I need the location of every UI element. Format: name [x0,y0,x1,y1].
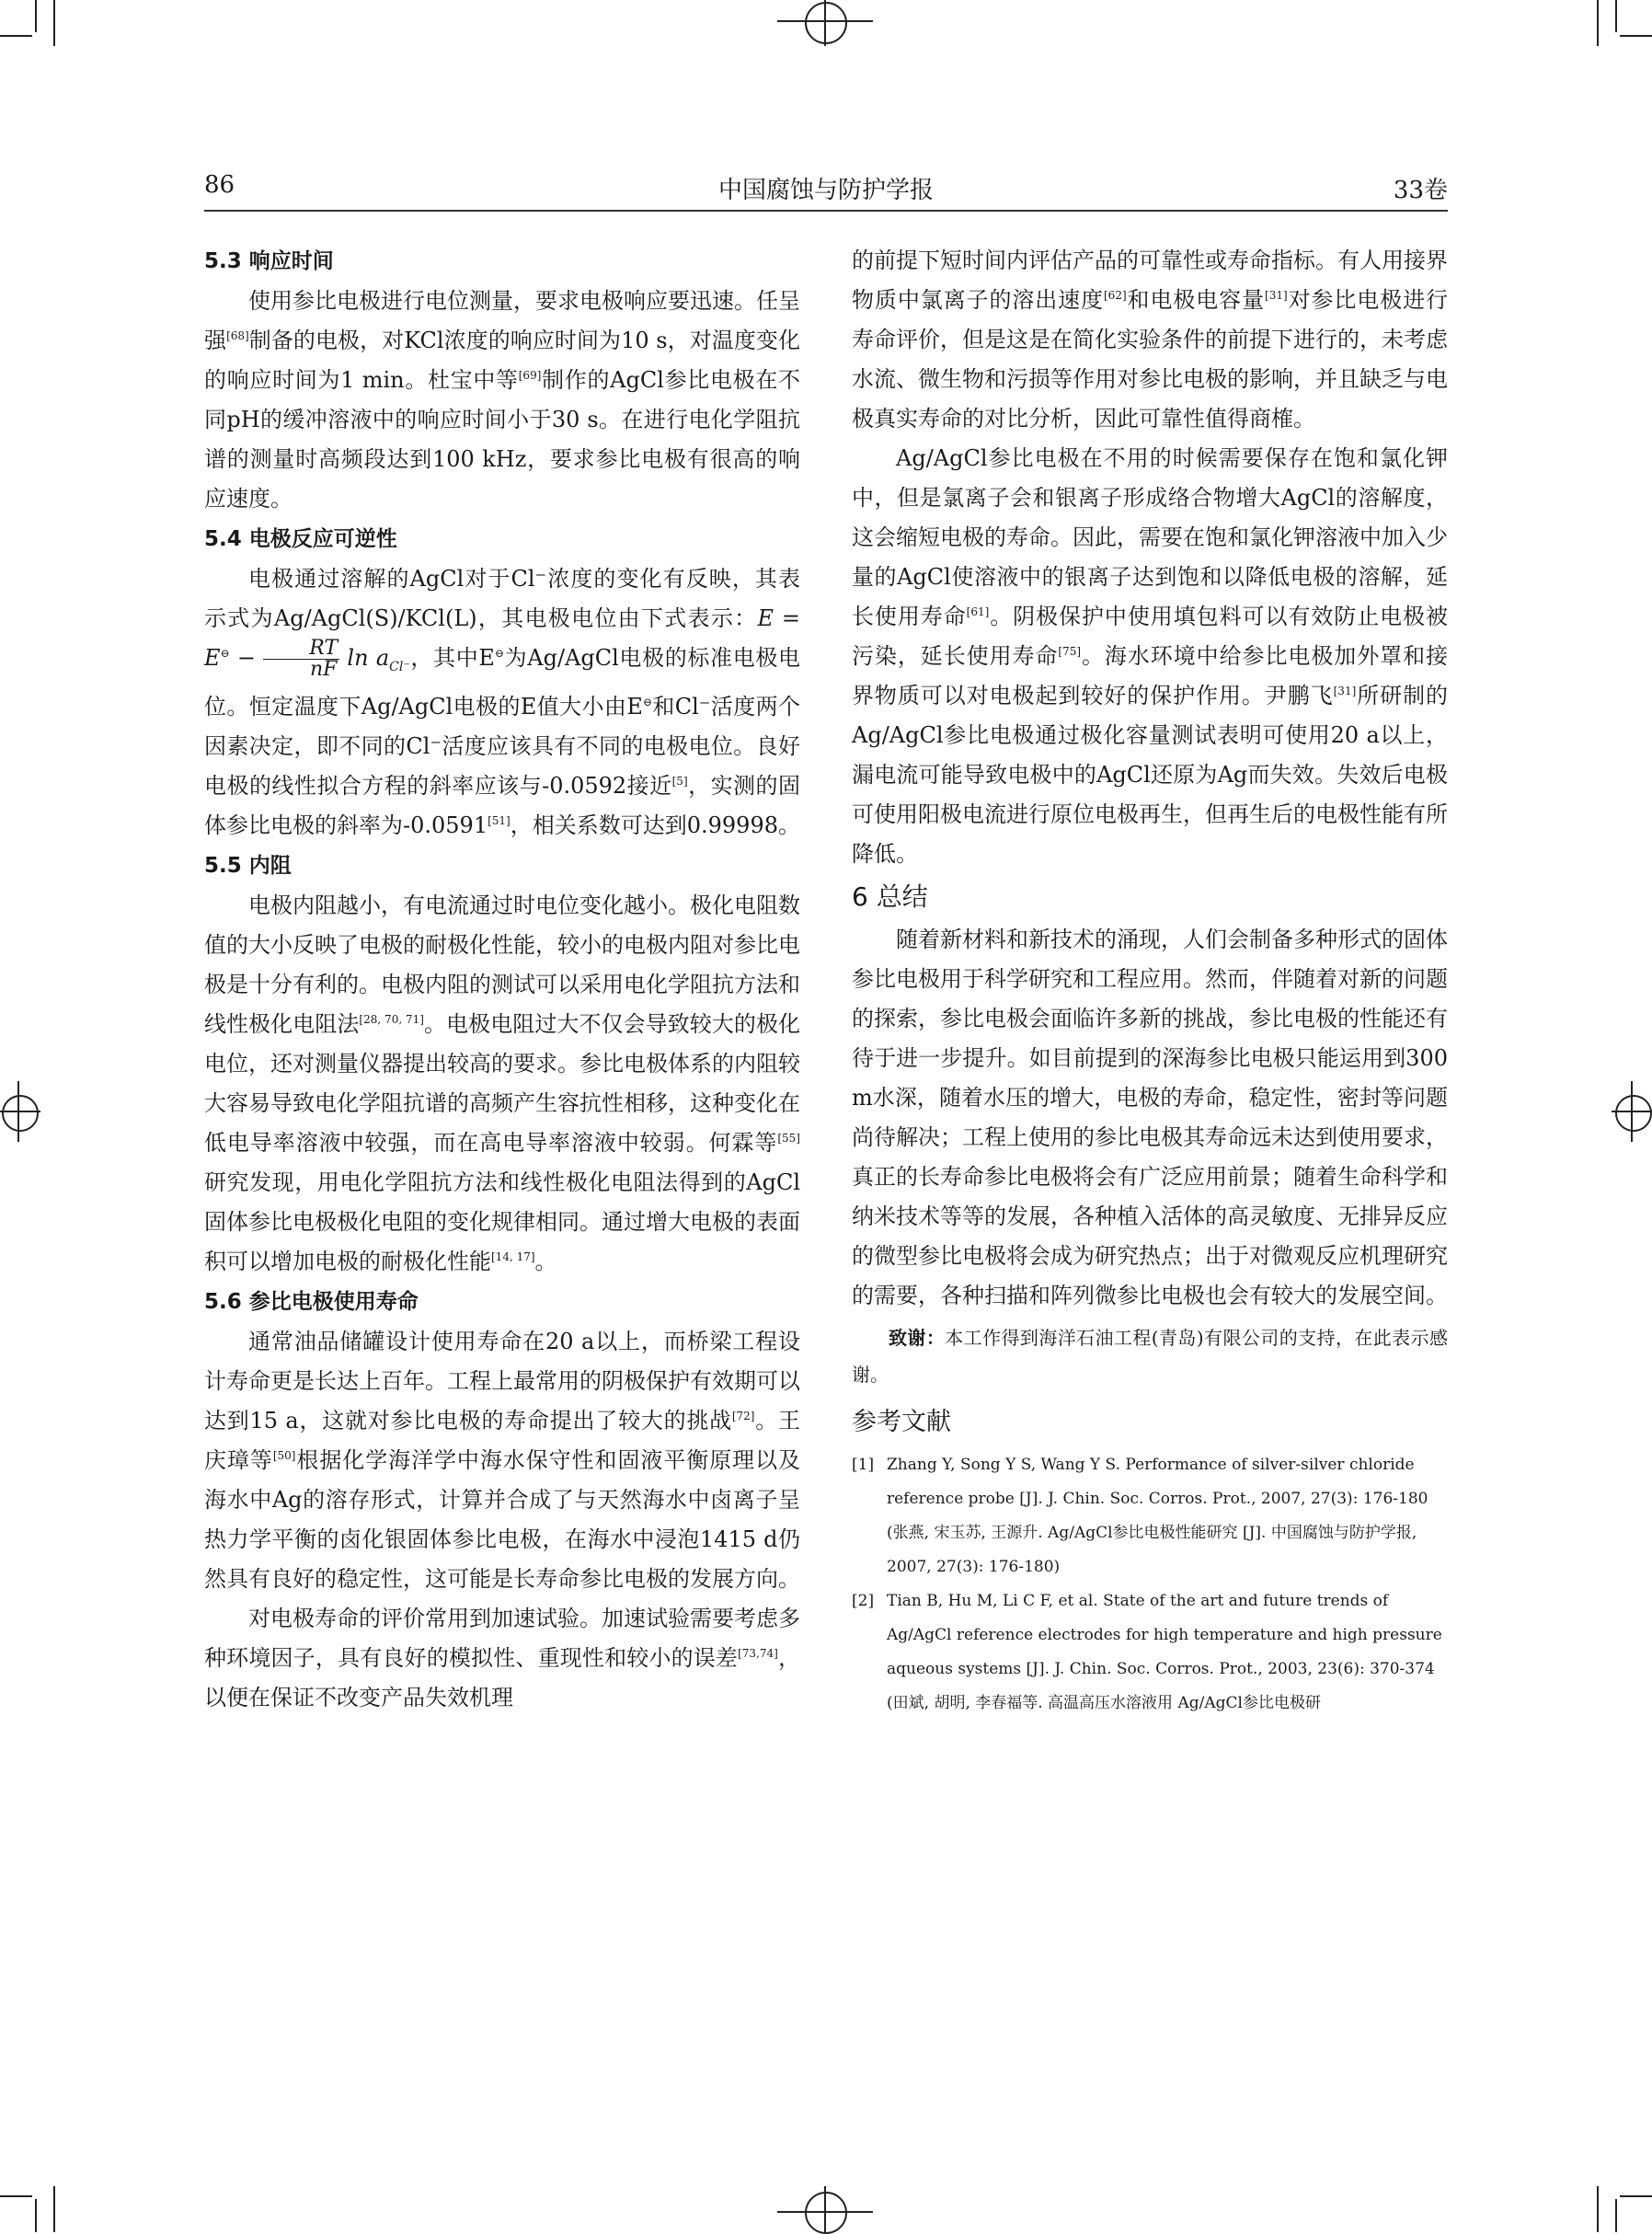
citation: [68] [226,329,249,342]
section-heading-5-6: 5.6 参比电极使用寿命 [204,1289,419,1314]
crop-mark [0,2195,32,2197]
crop-mark [35,2199,37,2232]
nernst-equation: E = E⊖ − $\frac{RT}{nF}$ $\ln a_{Cl^-}$ [204,605,800,681]
citation: [51] [488,813,511,827]
registration-mark-bottom [805,2192,847,2234]
section-heading-5-3: 5.3 响应时间 [204,249,334,273]
paragraph-internal-resistance: 电极内阻越小，有电流通过时电位变化越小。极化电阻数值的大小反映了电极的耐极化性能，较小的电极内阻对参比电极是十分有利的。电极内阻的测试可以采用电化学阻抗方法和线性极化电阻法[28, 70, 71]。电极电阻过大不仅会导致较大的极化电位，还对测量仪器提出较高的要求。参比电极体系的内阻较大容易导致电化学阻抗谱的高频产生容抗性相移，这种变化在低电导率溶液中较强，而在高电导率溶液中较弱。何霖等[55]研究发现，用电化学阻抗方法和线性极化电阻法得到的AgCl固体参比电极极化电阻的变化规律相同。通过增大电极的表面积可以增加电极的耐极化性能[14, 17]。 [204,892,801,1274]
paragraph-lifetime: 通常油品储罐设计使用寿命在20 a以上，而桥梁工程设计寿命更是长达上百年。工程上最常用的阴极保护有效期可以达到15 a，这就对参比电极的寿命提出了较大的挑战[72]。王庆璋等[50]根据化学海洋学中海水保守性和固液平衡原理以及海水中Ag的溶存形式，计算并合成了与天然海水中卤离子呈热力学平衡的卤化银固体参比电极，在海水中浸泡1415 d仍然具有良好的稳定性，这可能是长寿命参比电极的发展方向。 [204,1328,801,1592]
crop-mark [1620,35,1652,37]
citation: [28, 70, 71] [359,1012,424,1026]
citation: [69] [518,369,542,382]
crop-mark [1620,2195,1652,2197]
citation: [62] [1104,289,1127,302]
citation: [31] [1265,289,1288,302]
crop-mark [1615,0,1617,32]
citation: [55] [777,1131,800,1145]
registration-mark-top [805,2,847,44]
acknowledgement: 致谢：本工作得到海洋石油工程(青岛)有限公司的支持，在此表示感谢。 [852,1327,1449,1386]
reference-item: [1] Zhang Y, Song Y S, Wang Y S. Performance of silver-silver chloride reference probe [J]. J. Chin. Soc. Corros. Prot., 2007, 27(3): 176-180 (张燕, 宋玉苏, 王源升. Ag/AgCl参比电极性能研究 [J]. 中国腐蚀与防护学报, 2007, 27(3): 176-180) [852,1456,1428,1576]
references-heading: 参考文献 [852,1408,951,1436]
reference-item: [2] Tian B, Hu M, Li C F, et al. State of the art and future trends of Ag/AgCl reference electrodes for high temperature and high pressure aqueous systems [J]. J. Chin. Soc. Corros. Prot., 2003, 23(6): 370-374 (田斌, 胡明, 李春福等. 高温高压水溶液用 Ag/AgCl参比电极研 [852,1592,1442,1712]
section-heading-5-4: 5.4 电极反应可逆性 [204,527,397,551]
citation: [72] [731,1409,755,1422]
citation: [50] [272,1448,296,1462]
page-number: 86 [204,171,235,199]
acknowledgement-label: 致谢： [889,1327,946,1349]
section-heading-5-5: 5.5 内阻 [204,853,292,878]
registration-mark-top [824,0,826,46]
volume-label: 33卷 [1393,177,1448,204]
journal-title: 中国腐蚀与防护学报 [717,177,934,204]
section-heading-6: 6 总结 [852,881,928,912]
paragraph-summary: 随着新材料和新技术的涌现，人们会制备多种形式的固体参比电极用于科学研究和工程应用。然而，伴随着对新的问题的探索，参比电极会面临许多新的挑战，参比电极的性能还有待于进一步提升。如目前提到的深海参比电极只能运用到300 m水深，随着水压的增大，电极的寿命，稳定性，密封等问题尚待解决；工程上使用的参比电极其寿命远未达到使用要求，真正的长寿命参比电极将会有广泛应用前景；随着生命科学和纳米技术等等的发展，各种植入活体的高灵敏度、无排异反应的微型参比电极将会成为研究热点；出于对微观反应机理研究的需要，各种扫描和阵列微参比电极也会有较大的发展空间。 [852,927,1448,1308]
left-column [204,241,800,1718]
crop-mark [1597,2186,1599,2232]
citation: [5] [671,774,688,788]
paragraph-response-time: 使用参比电极进行电位测量，要求电极响应要迅速。任呈强[68]制备的电极，对KCl浓度的响应时间为10 s，对温度变化的响应时间为1 min。杜宝中等[69]制作的AgCl参比电极在不同pH的缓冲溶液中的响应时间小于30 s。在进行电化学阻抗谱的测量时高频段达到100 kHz，要求参比电极有很高的响应速度。 [204,288,801,512]
crop-mark [53,2186,55,2232]
paragraph-continued: 的前提下短时间内评估产品的可靠性或寿命指标。有人用接界物质中氯离子的溶出速度[62]和电极电容量[31]对参比电极进行寿命评价，但是这是在简化实验条件的前提下进行的，未考虑水流、微生物和污损等作用对参比电极的影响，并且缺乏与电极真实寿命的对比分析，因此可靠性值得商榷。 [852,248,1449,432]
crop-mark [53,0,55,46]
registration-mark-right [1631,1081,1633,1142]
crop-mark [35,0,37,32]
paragraph-reversibility: 电极通过溶解的AgCl对于Cl⁻浓度的变化有反映，其表示式为Ag/AgCl(S)/KCl(L)，其电极电位由下式表示：E = E⊖ − $\frac{RT}{nF}$ $\ln a_{Cl^-}$，其中E⊖为Ag/AgCl电极的标准电极电位。恒定温度下Ag/AgCl电极的E值大小由E⊖和Cl⁻活度两个因素决定，即不同的Cl⁻活度应该具有不同的电极电位。良好电极的线性拟合方程的斜率应该与-0.0592接近[5]，实测的固体参比电极的斜率为-0.0591[51]，相关系数可达到0.99998。 [204,566,801,838]
paragraph-storage: Ag/AgCl参比电极在不用的时候需要保存在饱和氯化钾中，但是氯离子会和银离子形成络合物增大AgCl的溶解度，这会缩短电极的寿命。因此，需要在饱和氯化钾溶液中加入少量的AgCl使溶液中的银离子达到饱和以降低电极的溶解，延长使用寿命[61]。阴极保护中使用填包料可以有效防止电极被污染，延长使用寿命[75]。海水环境中给参比电极加外罩和接界物质可以对电极起到较好的保护作用。尹鹏飞[31]所研制的Ag/AgCl参比电极通过极化容量测试表明可使用20 a以上，漏电流可能导致电极中的AgCl还原为Ag而失效。失效后电极可使用阳极电流进行原位电极再生，但再生后的电极性能有所降低。 [852,445,1449,867]
registration-mark-right [1615,1095,1652,1132]
header-rule [204,210,1448,212]
citation: [31] [1333,685,1357,697]
crop-mark [0,35,32,37]
citation: [75] [1058,645,1082,658]
registration-mark-left [0,1111,40,1112]
registration-mark-left [17,1081,19,1142]
crop-mark [1597,0,1599,46]
paragraph-accelerated-test: 对电极寿命的评价常用到加速试验。加速试验需要考虑多种环境因子，具有良好的模拟性、重现性和较小的误差[73,74]，以便在保证不改变产品失效机理 [204,1605,800,1710]
crop-mark [1615,2199,1617,2232]
running-header [204,171,1448,212]
registration-mark-left [2,1095,39,1132]
citation: [73,74] [738,1646,778,1660]
registration-mark-bottom [824,2186,826,2232]
citation: [61] [966,605,990,618]
right-column [852,241,1448,1721]
citation: [14, 17] [491,1249,535,1263]
